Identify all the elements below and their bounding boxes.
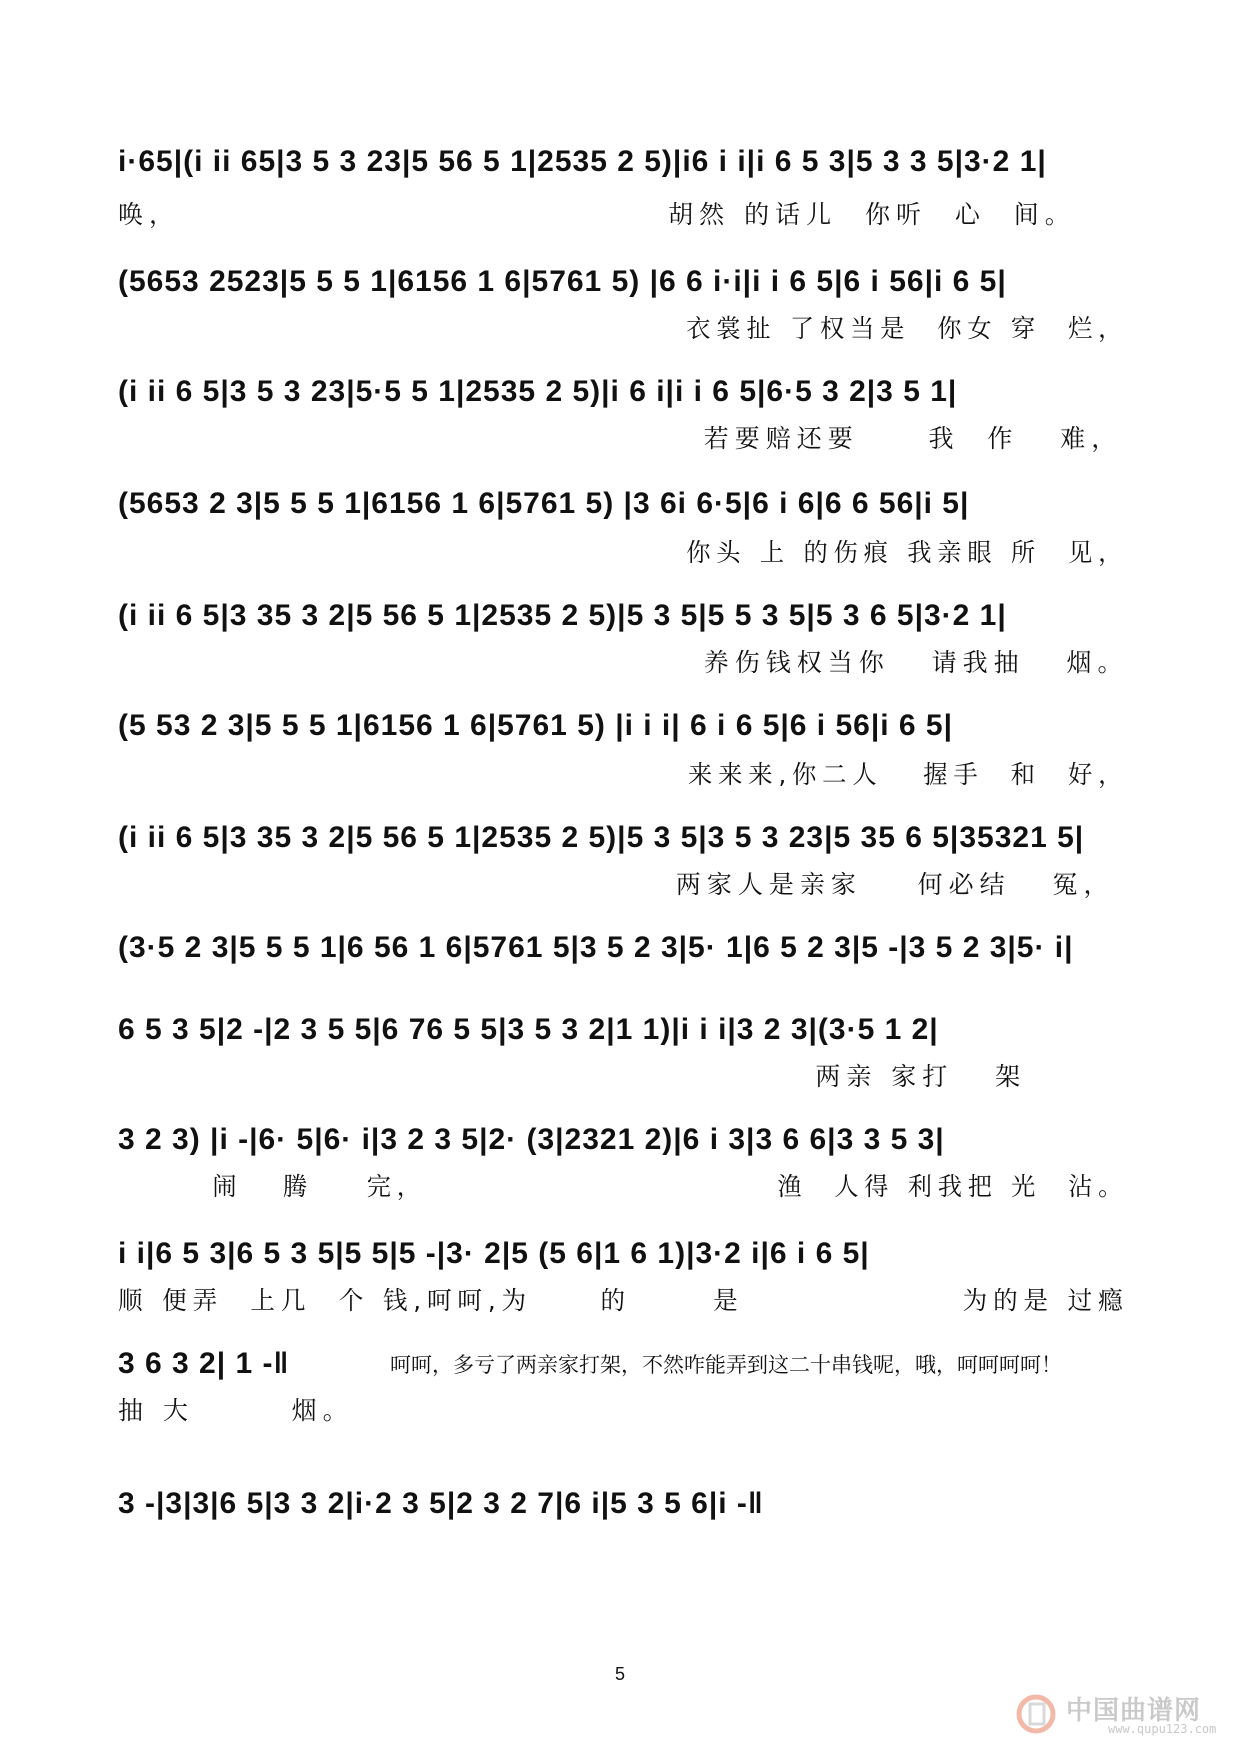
score-system-4 (118, 484, 1128, 584)
notation-line: (i ii 6 5|3 35 3 2|5 56 5 1|2535 2 5)|5 3 5|5 5 3 5|5 3 6 5|3·2 1| (118, 599, 1007, 632)
notation-line: (i ii 6 5|3 35 3 2|5 56 5 1|2535 2 5)|5 3 5|3 5 3 23|5 35 6 5|35321 5| (118, 821, 1085, 854)
page-number: 5 (614, 1664, 625, 1684)
lyrics-line: 养伤钱权当你 请我抽 烟。 (118, 648, 1129, 677)
notation-line: i i|6 5 3|6 5 3 5|5 5|5 -|3· 2|5 (5 6|1 6 1)|3·2 i|6 i 6 5| (118, 1237, 870, 1270)
notation-line: (3·5 2 3|5 5 5 1|6 56 1 6|5761 5|3 5 2 3|5· 1|6 5 2 3|5 -|3 5 2 3|5· i| (118, 931, 1074, 964)
notation-line: (5 53 2 3|5 5 5 1|6156 1 6|5761 5) |i i i| 6 i 6 5|6 i 56|i 6 5| (118, 709, 954, 742)
lyrics-line: 顺 便弄 上几 个 钱,呵呵,为 的 是 为的是 过瘾 (118, 1286, 1129, 1315)
score-system-12 (118, 1344, 1128, 1444)
lyrics-line: 两家人是亲家 何必结 冤， (118, 870, 1115, 899)
lyrics-line: 你头 上 的伤痕 我亲眼 所 见， (118, 538, 1129, 567)
score-system-8 (118, 928, 1128, 988)
notation-line: (5653 2 3|5 5 5 1|6156 1 6|5761 5) |3 6i 6·5|6 i 6|6 6 56|i 5| (118, 487, 970, 520)
notation-line: 3 -|3|3|6 5|3 3 2|i·2 3 5|2 3 2 7|6 i|5 3 5 6|i -‖ (118, 1487, 764, 1520)
notation-line: (5653 2523|5 5 5 1|6156 1 6|5761 5) |6 6 i·i|i i 6 5|6 i 56|i 6 5| (118, 265, 1007, 298)
spoken-dialogue: 呵呵，多亏了两亲家打架，不然咋能弄到这二十串钱呢，哦，呵呵呵呵！ (390, 1353, 1062, 1377)
lyrics-line: 两亲 家打 架 (118, 1062, 1027, 1091)
notation-line: (i ii 6 5|3 5 3 23|5·5 5 1|2535 2 5)|i 6 i|i i 6 5|6·5 3 2|3 5 1| (118, 375, 958, 408)
notation-line: 3 6 3 2| 1 -‖ (118, 1347, 290, 1380)
score-system-11 (118, 1234, 1128, 1334)
score-system-7 (118, 818, 1128, 918)
lyrics-line: 来来来,你二人 握手 和 好， (118, 760, 1129, 789)
notation-line: i·65|(i ii 65|3 5 3 23|5 56 5 1|2535 2 5)|i6 i i|i 6 5 3|5 3 3 5|3·2 1| (118, 145, 1047, 178)
watermark (1008, 1688, 1218, 1738)
score-system-5 (118, 596, 1128, 696)
score-system-6 (118, 706, 1128, 806)
lyrics-line: 抽 大 烟。 (118, 1396, 354, 1425)
lyrics-line: 若要赔还要 我 作 难， (118, 424, 1123, 453)
lyrics-line: 唤， 胡然 的话儿 你听 心 间。 (118, 200, 1076, 229)
lyrics-line: 衣裳扯 了权当是 你女 穿 烂， (118, 314, 1129, 343)
score-system-10 (118, 1120, 1128, 1220)
score-system-13 (118, 1484, 1128, 1544)
score-system-3 (118, 372, 1128, 472)
score-system-2 (118, 262, 1128, 362)
score-system-1 (118, 142, 1128, 242)
notation-line: 3 2 3) |i -|6· 5|6· i|3 2 3 5|2· (3|2321 2)|6 i 3|3 6 6|3 3 5 3| (118, 1123, 945, 1156)
notation-line: 6 5 3 5|2 -|2 3 5 5|6 76 5 5|3 5 3 2|1 1)|i i i|3 2 3|(3·5 1 2| (118, 1013, 939, 1046)
watermark-url: www.qupu123.com (1108, 1722, 1217, 1736)
score-system-9 (118, 1010, 1128, 1110)
lyrics-line: 闹 腾 完， 渔 人得 利我把 光 沾。 (118, 1172, 1129, 1201)
watermark-text: 中国曲谱网 (1066, 1696, 1202, 1726)
watermark-logo-icon (1016, 1694, 1056, 1734)
